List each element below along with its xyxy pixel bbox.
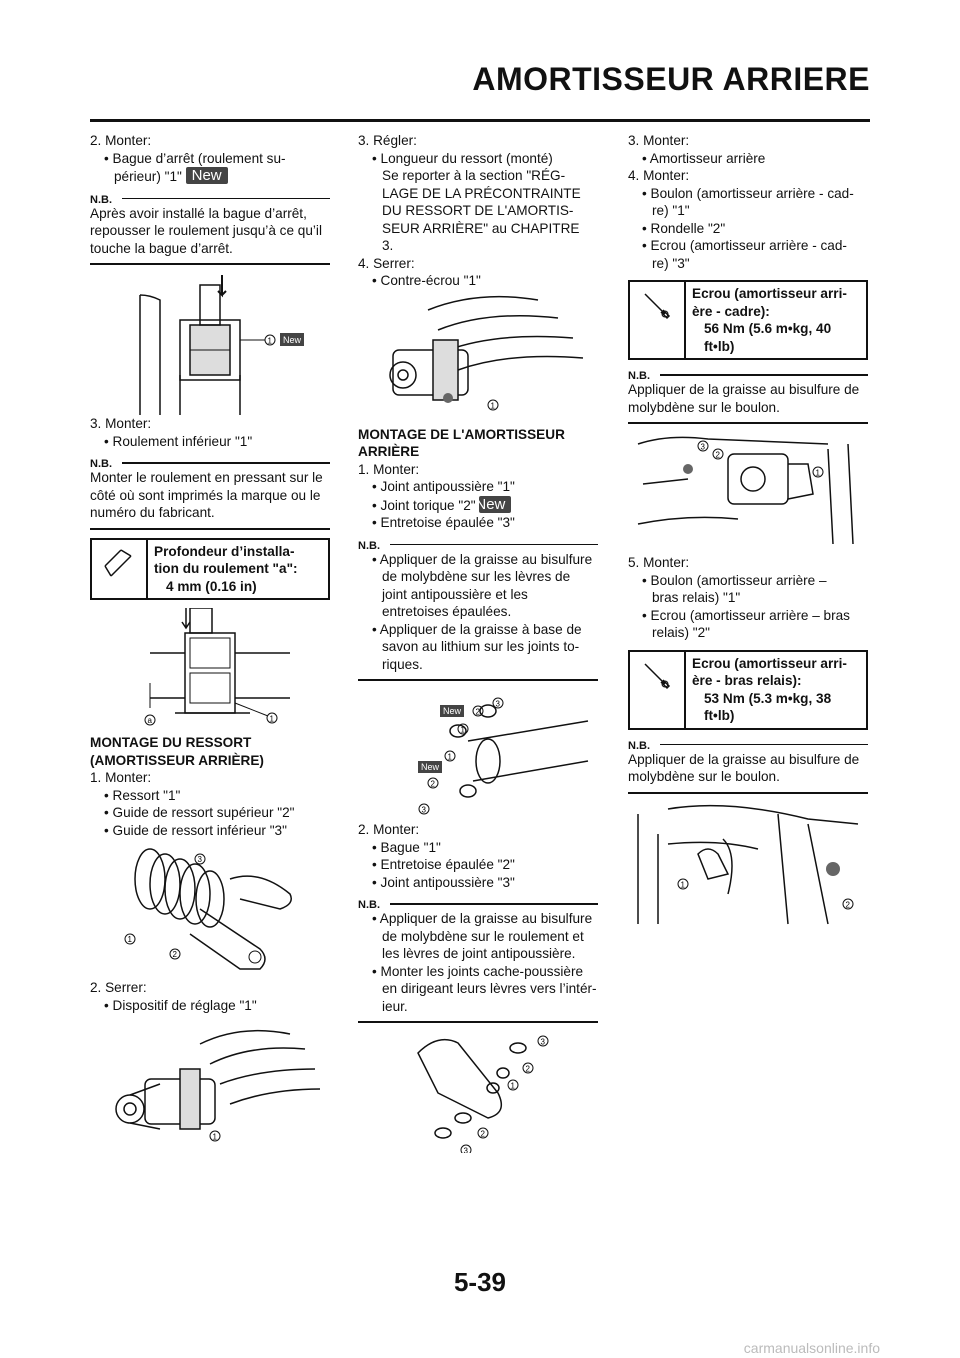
spec-box-relay-nut [628,650,868,730]
install-step-4-item-2: • Rondelle "2" [642,220,726,236]
spec-value-unit: ft•lb) [704,338,735,354]
svg-text:2: 2 [475,707,480,717]
section-heading-spring: MONTAGE DU RESSORT (AMORTISSEUR ARRIÈRE) [90,735,264,768]
spring-step-1-item-2: • Guide de ressort supérieur "2" [104,805,295,820]
adjust-step-3-item: • Longueur du ressort (monté) [372,150,553,166]
spec-value: 4 mm (0.16 in) [166,578,257,594]
install-step-5-item-2-cont: relais) "2" [652,625,710,640]
note-text: Après avoir installé la bague d’arrêt, repousser le roulement jusqu’à ce qu’il touche la bague d’arrêt. [90,205,322,256]
svg-text:1: 1 [267,336,272,346]
step-3-item: • Roulement inférieur "1" [104,433,253,449]
note-box-3 [358,538,598,682]
section-heading-shock: MONTAGE DE L'AMORTISSEUR ARRIÈRE [358,426,565,459]
spring-step-1-heading: 1. Monter: [90,770,152,785]
note-box-6 [628,738,868,794]
page-header [90,55,870,125]
adjust-ref-line-4: SEUR ARRIÈRE" au CHAPITRE [382,220,580,236]
shock-step-2-heading: 2. Monter: [358,822,420,837]
shock-step-2-item-3: • Joint antipoussière "3" [372,874,515,890]
spring-install-figure [90,839,330,979]
adjust-ref-line-2: LAGE DE LA PRÉCONTRAINTE [382,185,581,201]
svg-text:1: 1 [127,935,132,944]
shock-step-2-item-1: • Bague "1" [372,839,441,855]
relay-arm-figure [358,1023,598,1153]
header-rule [90,119,870,122]
svg-text:2: 2 [715,450,720,460]
svg-text:1: 1 [490,401,495,410]
note-box-1 [90,192,330,266]
spec-box-bearing-depth [90,538,330,601]
svg-text:New: New [421,762,440,772]
note-label: N.B. [358,539,380,552]
column-3 [628,132,868,934]
note-bullet-2: • Appliquer de la graisse à base de savon au lithium sur les joints to- riques. [372,621,582,672]
svg-text:3: 3 [495,699,500,709]
svg-text:1: 1 [269,714,274,724]
note-label: N.B. [358,899,380,911]
shock-step-1-heading: 1. Monter: [358,461,420,477]
spec-label-1: Ecrou (amortisseur arri- [692,286,847,301]
svg-text:1: 1 [460,725,465,735]
svg-text:1: 1 [212,1132,217,1142]
install-step-4-item-1-cont: re) "1" [652,203,690,218]
install-step-5-item-2: • Ecrou (amortisseur arrière – bras [642,607,850,623]
bearing-depth-figure [90,608,330,728]
svg-text:2: 2 [430,779,435,789]
column-1 [90,132,330,1154]
note-box-4 [358,897,598,1023]
svg-text:New: New [283,335,302,345]
svg-text:2: 2 [845,900,850,909]
spec-value: 56 Nm (5.6 m•kg, 40 [704,321,832,336]
install-step-4-item-3-cont: re) "3" [652,255,690,271]
note-bullet-1: • Appliquer de la graisse au bisulfure de molybdène sur le roulement et les lèvres de joint antipoussière. [372,911,593,961]
spec-box-frame-nut [628,280,868,360]
note-box-5 [628,368,868,424]
note-text: Appliquer de la graisse au bisulfure de molybdène sur le boulon. [628,382,860,415]
shock-step-1-item-1: • Joint antipoussière "1" [372,479,515,494]
install-step-5-item-1-cont: bras relais) "1" [652,590,741,605]
relay-mount-figure [628,794,868,934]
spring-step-1-item-3: • Guide de ressort inférieur "3" [104,822,287,838]
spec-label-1: Ecrou (amortisseur arri- [692,655,847,671]
adjust-step-3-heading: 3. Régler: [358,133,417,148]
spring-step-1-item-1: • Ressort "1" [104,787,181,803]
new-badge: New [186,167,228,184]
svg-text:2: 2 [172,950,177,959]
spec-value: 53 Nm (5.3 m•kg, 38 [704,690,832,706]
install-step-4-item-3: • Ecrou (amortisseur arrière - cad- [642,238,847,253]
bearing-install-figure [90,265,330,415]
svg-text:3: 3 [463,1146,468,1153]
svg-text:1: 1 [510,1081,515,1091]
svg-text:2: 2 [525,1064,530,1074]
step-2-item: • Bague d’arrêt (roulement su- [104,150,286,166]
install-step-3-item: • Amortisseur arrière [642,150,766,166]
note-text: Appliquer de la graisse au bisulfure de molybdène sur le boulon. [628,751,860,784]
spec-label-2: ère - bras relais): [692,673,802,688]
svg-text:1: 1 [815,468,820,478]
note-label: N.B. [628,739,650,752]
svg-text:3: 3 [700,442,705,452]
torque-wrench-icon [630,652,686,728]
note-label: N.B. [90,458,112,470]
spec-value-unit: ft•lb) [704,708,735,723]
svg-text:2: 2 [480,1129,485,1139]
svg-text:3: 3 [540,1037,545,1047]
install-step-5-item-1: • Boulon (amortisseur arrière – [642,572,827,588]
new-badge: New [479,496,511,513]
note-label: N.B. [628,370,650,382]
note-label: N.B. [90,193,112,206]
svg-text:a: a [147,716,152,725]
step-3-heading: 3. Monter: [90,416,152,431]
note-bullet-1: • Appliquer de la graisse au bisulfure de molybdène sur les lèvres de joint antipoussière et les entretoises épaulées. [372,551,593,619]
shock-step-2-item-2: • Entretoise épaulée "2" [372,857,515,872]
step-2-heading: 2. Monter: [90,133,152,148]
spec-label-1: Profondeur d’installa- [154,543,295,559]
spec-label-2: ère - cadre): [692,303,770,319]
locknut-figure [358,290,598,420]
adjust-ref-line-3: DU RESSORT DE L'AMORTIS- [382,203,574,218]
step-2-item-cont: périeur) "1" New [90,167,330,186]
torque-wrench-icon [630,282,686,358]
page-title: AMORTISSEUR ARRIERE [472,61,870,97]
shock-step-1-item-2: • Joint torique "2" New [358,496,598,515]
adjust-ref-line-5: 3. [382,238,394,253]
watermark: carmanualsonline.info [743,1340,880,1356]
adjust-ref-line-1: Se reporter à la section "RÉG- [382,168,566,183]
spec-label-2: tion du roulement "a": [154,561,298,576]
page-number: 5-39 [453,1267,507,1297]
note-bullet-2: • Monter les joints cache-poussière en dirigeant leurs lèvres vers l’intér- ieur. [372,963,597,1014]
shock-seal-figure [358,681,598,821]
tighten-step-4-item: • Contre-écrou "1" [372,273,481,288]
svg-text:3: 3 [421,805,426,815]
install-step-4-item-1: • Boulon (amortisseur arrière - cad- [642,185,854,201]
svg-text:1: 1 [447,752,452,762]
measure-icon [92,540,148,599]
spring-step-2-item-1: • Dispositif de réglage "1" [104,997,257,1013]
install-step-4-heading: 4. Monter: [628,168,690,183]
svg-text:3: 3 [197,855,202,864]
note-text: Monter le roulement en pressant sur le côté où sont imprimés la marque ou le numéro du fabricant. [90,470,323,520]
spring-step-2-heading: 2. Serrer: [90,980,147,995]
adjuster-figure [90,1014,330,1154]
svg-text:New: New [443,706,462,716]
svg-text:1: 1 [680,880,685,889]
install-step-5-heading: 5. Monter: [628,555,690,570]
shock-step-1-item-3: • Entretoise épaulée "3" [372,515,515,530]
frame-mount-figure [628,424,868,554]
note-box-2 [90,456,330,530]
tighten-step-4-heading: 4. Serrer: [358,255,415,271]
column-2 [358,132,598,1153]
install-step-3-heading: 3. Monter: [628,133,690,148]
